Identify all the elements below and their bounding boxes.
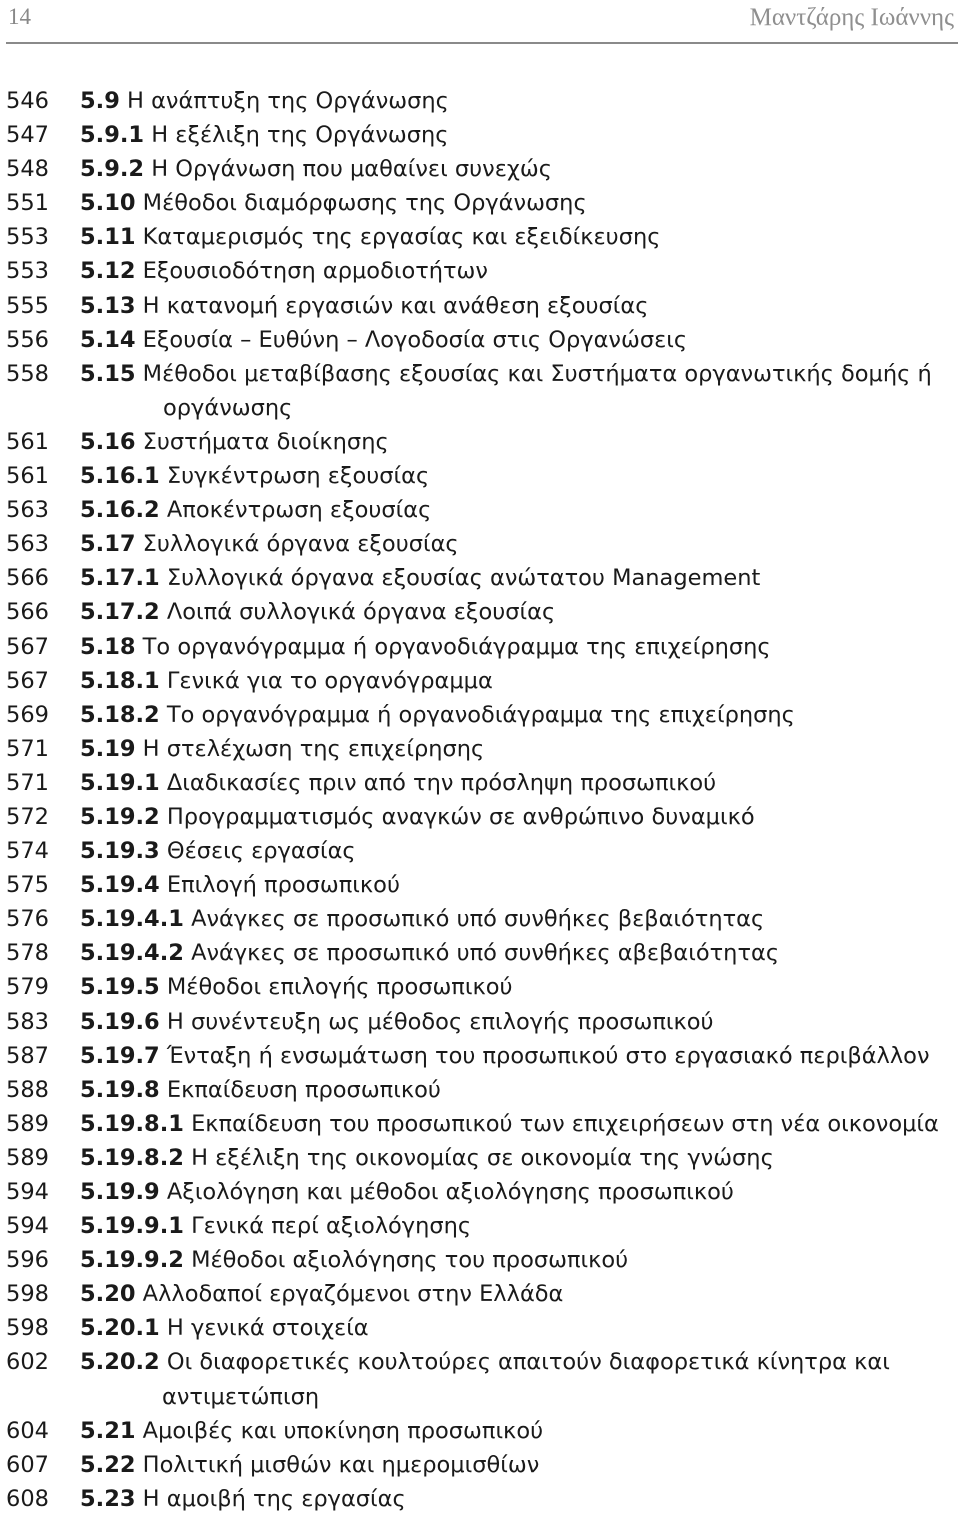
section-title: Ανάγκες σε προσωπικό υπό συνθήκες βεβαιότητας — [191, 906, 765, 933]
section-title: Εκπαίδευση προσωπικού — [166, 1076, 441, 1103]
toc-entry-text — [80, 766, 716, 800]
section-number: 5.19.5 — [80, 974, 160, 1001]
toc-entry-text — [80, 1209, 471, 1243]
toc-entry-text — [80, 936, 779, 970]
toc-page-number: 594 — [6, 1213, 49, 1240]
toc-entry — [0, 84, 960, 118]
section-number: 5.17.2 — [80, 599, 160, 626]
toc-entry-text — [80, 1277, 563, 1311]
toc-entry — [0, 1345, 960, 1413]
toc-entry — [0, 1039, 960, 1073]
section-title: Καταμερισμός της εργασίας και εξειδίκευσης — [142, 224, 661, 251]
section-title: Επιλογή προσωπικού — [166, 872, 400, 899]
section-title: Αμοιβές και υποκίνηση προσωπικού — [142, 1417, 544, 1444]
toc-entry-text — [80, 732, 484, 766]
section-number: 5.13 — [80, 292, 136, 319]
toc-entry — [0, 630, 960, 664]
section-title: Μέθοδοι επιλογής προσωπικού — [166, 974, 513, 1001]
section-title-continuation: οργάνωσης — [163, 394, 293, 421]
section-title: Εξουσιοδότηση αρμοδιοτήτων — [142, 258, 488, 285]
section-number: 5.23 — [80, 1485, 136, 1512]
toc-entry-text — [80, 834, 356, 868]
toc-page-number: 608 — [6, 1485, 49, 1512]
toc-entry-text — [80, 1039, 930, 1073]
toc-entry-text — [80, 459, 429, 493]
page-number: 14 — [8, 4, 31, 29]
section-number: 5.19 — [80, 735, 136, 762]
toc-entry-text — [80, 1175, 734, 1209]
toc-entry-text — [80, 698, 795, 732]
section-title: Γενικά περί αξιολόγησης — [191, 1213, 472, 1240]
toc-entry — [0, 1107, 960, 1141]
toc-entry-text — [80, 970, 513, 1004]
table-of-contents — [0, 84, 960, 1516]
toc-page-number: 571 — [6, 735, 49, 762]
toc-entry-text — [80, 1107, 939, 1141]
toc-page-number: 571 — [6, 769, 49, 796]
toc-entry-text — [80, 152, 552, 186]
toc-page-number: 596 — [6, 1247, 49, 1274]
toc-entry — [0, 220, 960, 254]
toc-page-number: 594 — [6, 1179, 49, 1205]
toc-entry — [0, 1311, 960, 1345]
toc-entry-text — [80, 664, 493, 698]
page-header — [0, 0, 960, 46]
toc-entry — [0, 323, 960, 357]
toc-entry-text — [80, 84, 449, 118]
toc-entry — [0, 766, 960, 800]
section-title: Αποκέντρωση εξουσίας — [166, 497, 432, 524]
section-number: 5.21 — [80, 1417, 136, 1444]
section-title: Αλλοδαποί εργαζόμενοι στην Ελλάδα — [142, 1281, 564, 1308]
toc-entry — [0, 254, 960, 288]
toc-page-number: 579 — [6, 974, 49, 1001]
header-rule — [6, 42, 958, 44]
toc-entry-text — [80, 1005, 714, 1039]
section-title-continuation: αντιμετώπιση — [162, 1383, 320, 1410]
toc-entry-text — [80, 1141, 774, 1175]
toc-page-number: 587 — [6, 1042, 49, 1069]
toc-page-number: 588 — [6, 1076, 49, 1103]
toc-entry — [0, 289, 960, 323]
section-number: 5.19.1 — [80, 769, 160, 796]
toc-page-number: 569 — [6, 701, 49, 728]
toc-entry-text — [80, 493, 431, 527]
toc-entry-text — [80, 868, 400, 902]
toc-entry-text — [80, 527, 459, 561]
toc-entry — [0, 664, 960, 698]
section-number: 5.19.8.1 — [80, 1110, 184, 1137]
toc-page-number: 553 — [6, 258, 49, 285]
section-title: Το οργανόγραμμα ή οργανοδιάγραμμα της επιχείρησης — [166, 701, 795, 728]
section-title: Η εξέλιξη της Οργάνωσης — [151, 122, 449, 149]
toc-page-number: 548 — [6, 156, 49, 183]
toc-entry — [0, 1414, 960, 1448]
toc-entry — [0, 1482, 960, 1516]
toc-page-number: 575 — [6, 872, 49, 899]
toc-entry-text — [80, 118, 449, 152]
toc-entry — [0, 834, 960, 868]
section-number: 5.19.8 — [80, 1076, 160, 1103]
section-title: Μέθοδοι διαμόρφωσης της Οργάνωσης — [142, 190, 587, 217]
toc-entry-text — [80, 1414, 543, 1448]
toc-page-number: 589 — [6, 1110, 49, 1137]
section-title: Συλλογικά όργανα εξουσίας — [142, 531, 459, 558]
toc-entry — [0, 1073, 960, 1107]
section-title: Η κατανομή εργασιών και ανάθεση εξουσίας — [142, 292, 649, 319]
toc-page-number: 607 — [6, 1451, 49, 1478]
section-number: 5.19.9.2 — [80, 1247, 184, 1274]
toc-page-number: 553 — [6, 224, 49, 251]
section-number: 5.10 — [80, 190, 136, 217]
toc-page-number: 572 — [6, 803, 49, 830]
toc-entry — [0, 1175, 960, 1209]
toc-page-number: 578 — [6, 940, 49, 967]
section-number: 5.12 — [80, 258, 136, 285]
section-title: Η στελέχωση της επιχείρησης — [142, 735, 485, 762]
toc-entry — [0, 732, 960, 766]
section-number: 5.19.2 — [80, 803, 160, 830]
section-number: 5.15 — [80, 360, 136, 387]
toc-entry — [0, 118, 960, 152]
toc-entry-text — [80, 357, 932, 391]
toc-entry — [0, 1448, 960, 1482]
toc-entry-text — [80, 323, 687, 357]
section-title: Μέθοδοι μεταβίβασης εξουσίας και Συστήματα οργανωτικής δομής ή — [142, 360, 932, 387]
toc-entry-text — [80, 800, 755, 834]
section-number: 5.22 — [80, 1451, 136, 1478]
toc-entry-text — [80, 289, 648, 323]
toc-page-number: 589 — [6, 1144, 49, 1171]
section-title: Εκπαίδευση του προσωπικού των επιχειρήσεων στη νέα οικονομία — [191, 1110, 939, 1137]
toc-entry-text — [80, 1482, 406, 1516]
section-number: 5.18.1 — [80, 667, 160, 694]
toc-entry — [0, 357, 960, 425]
toc-entry-text — [80, 254, 488, 288]
section-number: 5.9.2 — [80, 156, 145, 183]
toc-entry — [0, 186, 960, 220]
toc-page-number: 598 — [6, 1315, 49, 1342]
toc-entry — [0, 595, 960, 629]
toc-entry — [0, 902, 960, 936]
toc-page-number: 576 — [6, 906, 49, 933]
section-title: Γενικά για το οργανόγραμμα — [166, 667, 493, 694]
section-title: Ένταξη ή ενσωμάτωση του προσωπικού στο εργασιακό περιβάλλον — [166, 1042, 930, 1069]
section-title: Διαδικασίες πριν από την πρόσληψη προσωπικού — [166, 769, 717, 796]
toc-page-number: 563 — [6, 531, 49, 558]
toc-entry-text — [80, 220, 660, 254]
toc-entry-text — [80, 1243, 628, 1277]
section-title: Η γενικά στοιχεία — [166, 1315, 369, 1342]
toc-page-number: 555 — [6, 292, 49, 319]
toc-entry — [0, 1277, 960, 1311]
section-title: Οι διαφορετικές κουλτούρες απαιτούν διαφορετικά κίνητρα και — [166, 1349, 890, 1376]
toc-page-number: 566 — [6, 599, 49, 626]
section-number: 5.20 — [80, 1281, 136, 1308]
toc-page-number: 598 — [6, 1281, 49, 1308]
section-number: 5.9.1 — [80, 122, 145, 149]
toc-entry-text — [80, 1448, 539, 1482]
section-title: Η εξέλιξη της οικονομίας σε οικονομία της γνώσης — [191, 1144, 774, 1171]
running-head-author: Μαντζάρης Ιωάννης — [749, 4, 954, 31]
toc-entry — [0, 800, 960, 834]
section-title: Η ανάπτυξη της Οργάνωσης — [127, 88, 449, 114]
toc-page-number: 567 — [6, 667, 49, 694]
section-title: Συλλογικά όργανα εξουσίας ανώτατου Management — [166, 565, 761, 592]
toc-page-number: 583 — [6, 1008, 49, 1035]
toc-page-number: 561 — [6, 463, 49, 490]
toc-page-number: 567 — [6, 633, 49, 660]
toc-entry — [0, 425, 960, 459]
section-number: 5.19.9.1 — [80, 1213, 184, 1240]
section-number: 5.19.8.2 — [80, 1144, 184, 1171]
toc-entry — [0, 561, 960, 595]
section-title: Προγραμματισμός αναγκών σε ανθρώπινο δυναμικό — [166, 803, 755, 830]
toc-entry-text — [80, 425, 389, 459]
toc-entry — [0, 1141, 960, 1175]
toc-entry-text — [80, 595, 555, 629]
toc-entry — [0, 868, 960, 902]
toc-page-number: 563 — [6, 497, 49, 524]
toc-page-number: 556 — [6, 326, 49, 353]
section-number: 5.19.4.1 — [80, 906, 184, 933]
toc-page-number: 546 — [6, 88, 49, 114]
section-number: 5.18.2 — [80, 701, 160, 728]
toc-page-number: 574 — [6, 838, 49, 865]
section-number: 5.17.1 — [80, 565, 160, 592]
section-title: Λοιπά συλλογικά όργανα εξουσίας — [166, 599, 556, 626]
section-title: Συγκέντρωση εξουσίας — [166, 463, 430, 490]
toc-entry — [0, 1005, 960, 1039]
section-number: 5.11 — [80, 224, 136, 251]
section-number: 5.16 — [80, 428, 136, 455]
toc-page-number: 551 — [6, 190, 49, 217]
section-title: Η αμοιβή της εργασίας — [142, 1485, 406, 1512]
section-number: 5.19.9 — [80, 1179, 160, 1205]
section-number: 5.19.3 — [80, 838, 160, 865]
toc-entry — [0, 152, 960, 186]
section-title: Η Οργάνωση που μαθαίνει συνεχώς — [151, 156, 552, 183]
section-title: Μέθοδοι αξιολόγησης του προσωπικού — [191, 1247, 629, 1274]
section-number: 5.20.2 — [80, 1349, 160, 1376]
section-number: 5.17 — [80, 531, 136, 558]
toc-entry-text — [80, 902, 764, 936]
toc-entry-text — [80, 561, 760, 595]
toc-page-number: 561 — [6, 428, 49, 455]
toc-page-number: 602 — [6, 1349, 49, 1376]
section-title: Το οργανόγραμμα ή οργανοδιάγραμμα της επιχείρησης — [142, 633, 771, 660]
section-number: 5.18 — [80, 633, 136, 660]
toc-page-number: 547 — [6, 122, 49, 149]
toc-entry-text — [80, 1073, 441, 1107]
toc-entry-text — [80, 630, 771, 664]
toc-entry-text — [80, 186, 587, 220]
toc-page-number: 604 — [6, 1417, 49, 1444]
section-number: 5.19.7 — [80, 1042, 160, 1069]
toc-entry — [0, 1209, 960, 1243]
toc-entry — [0, 527, 960, 561]
section-number: 5.16.2 — [80, 497, 160, 524]
section-title: Θέσεις εργασίας — [166, 838, 356, 865]
section-title: Αξιολόγηση και μέθοδοι αξιολόγησης προσωπικού — [166, 1179, 734, 1205]
section-title: Εξουσία – Ευθύνη – Λογοδοσία στις Οργανώσεις — [142, 326, 688, 353]
toc-page-number: 558 — [6, 360, 49, 387]
section-number: 5.19.4 — [80, 872, 160, 899]
section-title: Η συνέντευξη ως μέθοδος επιλογής προσωπικού — [166, 1008, 714, 1035]
section-title: Πολιτική μισθών και ημερομισθίων — [142, 1451, 540, 1478]
toc-entry — [0, 459, 960, 493]
toc-entry-text — [80, 1345, 890, 1379]
toc-entry — [0, 493, 960, 527]
section-number: 5.14 — [80, 326, 136, 353]
section-number: 5.16.1 — [80, 463, 160, 490]
toc-page-number: 566 — [6, 565, 49, 592]
section-title: Συστήματα διοίκησης — [142, 428, 389, 455]
section-number: 5.20.1 — [80, 1315, 160, 1342]
section-number: 5.19.4.2 — [80, 940, 184, 967]
section-title: Ανάγκες σε προσωπικό υπό συνθήκες αβεβαιότητας — [191, 940, 780, 967]
toc-entry — [0, 936, 960, 970]
toc-entry — [0, 698, 960, 732]
toc-entry-text — [80, 1311, 369, 1345]
section-number: 5.19.6 — [80, 1008, 160, 1035]
toc-entry — [0, 1243, 960, 1277]
section-number: 5.9 — [80, 88, 120, 114]
toc-entry — [0, 970, 960, 1004]
